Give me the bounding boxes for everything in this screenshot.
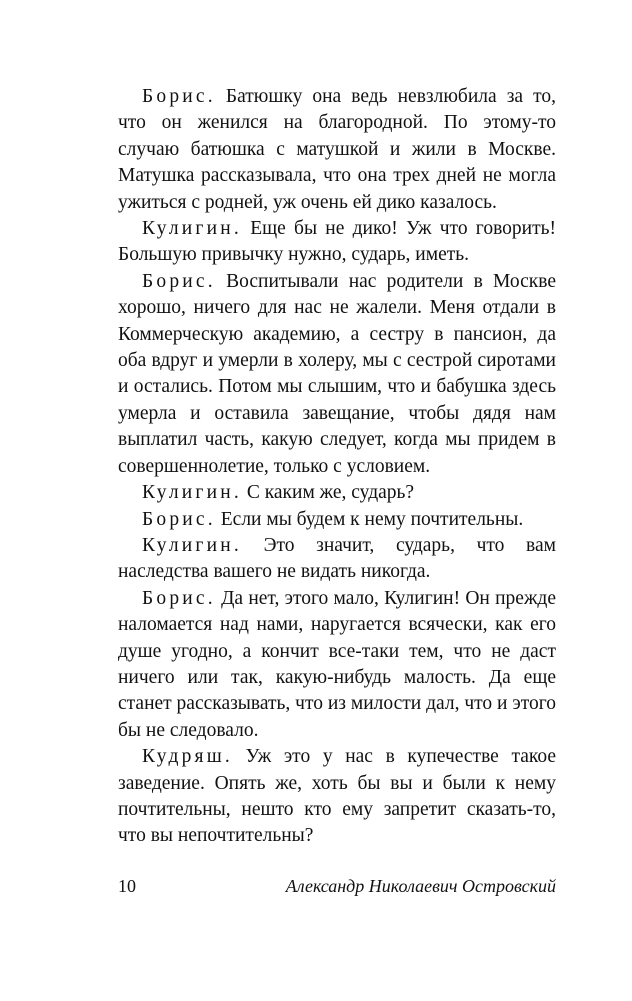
speech-text: С каким же, сударь? (241, 482, 415, 504)
speech-text: Еще бы не дико! Уж что говорить! Большую привычку нужно, сударь, иметь. (118, 218, 556, 266)
speaker-name: Борис. (142, 587, 216, 609)
speech-text: Да нет, этого мало, Кулигин! Он прежде наломается над нами, наругается всячески, как его душе угодно, а кончит все-таки тем, что не даст ничего или так, какую-нибудь малость. Да еще станет рассказывать, что из милости дал, что и этого бы не следовало. (118, 587, 556, 741)
speech-text: Воспитывали нас родители в Москве хорошо, ничего для нас не жалели. Меня отдали в Коммерческую академию, а сестру в пансион, да оба вдруг и умерли в холеру, мы с сестрой сиротами и остались. Потом мы слышим, что и бабушка здесь умерла и оставила завещание, чтобы дядя нам выплатил часть, какую следует, когда мы придем в совершеннолетие, только с условием. (118, 270, 556, 477)
dialogue-paragraph (118, 269, 556, 480)
speaker-name: Кулигин. (142, 482, 242, 504)
dialogue-paragraph (118, 507, 556, 533)
page-footer (118, 872, 556, 900)
dialogue-paragraph (118, 216, 556, 269)
speaker-name: Кулигин. (142, 534, 242, 556)
speech-text: Уж это у нас в купечестве такое заведение. Опять же, хоть бы вы и были к нему почтительны, нешто кто ему запретит сказать-то, что вы непочтительны? (118, 746, 556, 847)
dialogue-paragraph (118, 744, 556, 850)
page-number: 10 (118, 876, 136, 896)
speaker-name: Борис. (142, 86, 216, 107)
dialogue-paragraph (118, 84, 556, 216)
speaker-name: Кулигин. (142, 218, 242, 240)
speaker-name: Кудряш. (142, 746, 233, 768)
dialogue-paragraph (118, 533, 556, 586)
speech-text: Батюшку она ведь невзлюбила за то, что он женился на благородной. По этому-то случаю батюшка с матушкой и жили в Москве. Матушка рассказывала, что она трех дней не могла ужиться с родней, уж очень ей дико казалось. (118, 86, 556, 213)
dialogue-paragraph (118, 586, 556, 744)
speaker-name: Борис. (142, 508, 216, 530)
speech-text: Это значит, сударь, что вам наследства вашего не видать никогда. (118, 534, 556, 583)
dialogue-paragraph (118, 480, 556, 506)
running-footer-author: Александр Николаевич Островский (285, 876, 556, 896)
dialogue-text (118, 84, 556, 850)
speech-text: Если мы будем к нему почтительны. (215, 508, 524, 530)
speaker-name: Борис. (142, 270, 216, 292)
